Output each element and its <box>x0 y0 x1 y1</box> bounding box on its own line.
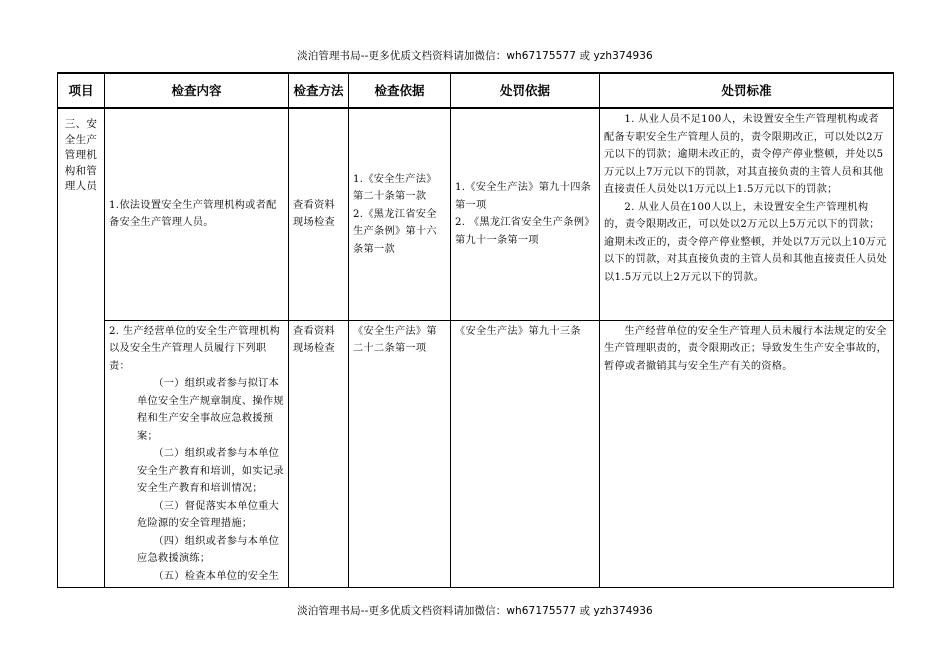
header-penalty-standard: 处罚标准 <box>600 73 894 108</box>
header-penalty-basis: 处罚依据 <box>451 73 600 108</box>
check-content-item: （二）组织或者参与本单位安全生产教育和培训，如实记录安全生产教育和培训情况； <box>137 448 284 494</box>
header-method: 检查方法 <box>289 73 349 108</box>
basis-line: 1.《安全生产法》第二十条第一款 <box>353 173 437 202</box>
page-header: 淡泊管理书局--更多优质文档资料请加微信：wh67175577 或 yzh374936 <box>297 50 653 62</box>
check-content: 1.依法设置安全生产管理机构或者配备安全生产管理人员。 <box>109 199 277 229</box>
content-cell <box>105 320 289 588</box>
penalty-basis-line: 1.《安全生产法》第九十四条第一项 <box>455 182 592 211</box>
table-row <box>58 108 894 320</box>
basis-line: 《安全生产法》第二十二条第一项 <box>353 325 437 354</box>
basis-cell <box>349 108 451 320</box>
inspection-table <box>57 72 894 588</box>
check-content-item: （四）组织或者参与本单位应急救援演练； <box>137 535 280 564</box>
check-content-item: （一）组织或者参与拟订本单位安全生产规章制度、操作规程和生产安全事故应急救援预案； <box>137 378 284 442</box>
penalty-basis-cell <box>451 108 600 320</box>
header-basis: 检查依据 <box>349 73 451 108</box>
basis-cell <box>349 320 451 588</box>
penalty-basis-line: 2. 《黑龙江省安全生产条例》第九十一条第一项 <box>455 217 595 246</box>
penalty-standard-paragraph: 1. 从业人员不足100人，未设置安全生产管理机构或者配备专职安全生产管理人员的，责令限期改正，可以处以2万元以下的罚款；逾期未改正的，责令停产停业整顿，并处以5万元以上7万元以下的罚款，对其直接负责的主管人员和其他直接责任人员处以1万元以上1.5万元以下的罚款； <box>604 114 884 195</box>
header-item: 项目 <box>58 73 105 108</box>
penalty-standard-cell <box>600 108 894 320</box>
check-content-intro: 2. 生产经营单位的安全生产管理机构以及安全生产管理人员履行下列职责： <box>109 325 281 372</box>
penalty-basis-cell <box>451 320 600 588</box>
table-header-row <box>58 73 894 108</box>
basis-line: 2.《黑龙江省安全生产条例》第十六条第一款 <box>353 208 437 255</box>
penalty-basis-line: 《安全生产法》第九十三条 <box>455 325 581 337</box>
page-footer: 淡泊管理书局--更多优质文档资料请加微信：wh67175577 或 yzh374936 <box>297 605 653 617</box>
section-label: 三、安全生产管理机构和管理人员 <box>64 118 98 192</box>
penalty-standard-paragraph: 2. 从业人员在100人以上，未设置安全生产管理机构的，责令限期改正，可以处以2万元以上5万元以下的罚款；逾期未改正的，责令停产停业整顿，并处以7万元以上10万元以下的罚款，对其直接负责的主管人员和其他直接责任人员处以1.5万元以上2万元以下的罚款。 <box>604 201 888 283</box>
table-row <box>58 320 894 588</box>
penalty-standard-paragraph: 生产经营单位的安全生产管理人员未履行本法规定的安全生产管理职责的，责令限期改正；导致发生生产安全事故的，暂停或者撤销其与安全生产有关的资格。 <box>604 325 888 372</box>
check-content-item: （三）督促落实本单位重大危险源的安全管理措施； <box>137 500 280 529</box>
section-label-cell <box>58 108 105 588</box>
check-content-item: （五）检查本单位的安全生 <box>153 570 280 582</box>
content-cell <box>105 108 289 320</box>
check-method: 查看资料现场检查 <box>293 199 335 229</box>
header-content: 检查内容 <box>105 73 289 108</box>
method-cell <box>289 108 349 320</box>
check-method: 查看资料现场检查 <box>293 325 335 354</box>
penalty-standard-cell <box>600 320 894 588</box>
method-cell <box>289 320 349 588</box>
